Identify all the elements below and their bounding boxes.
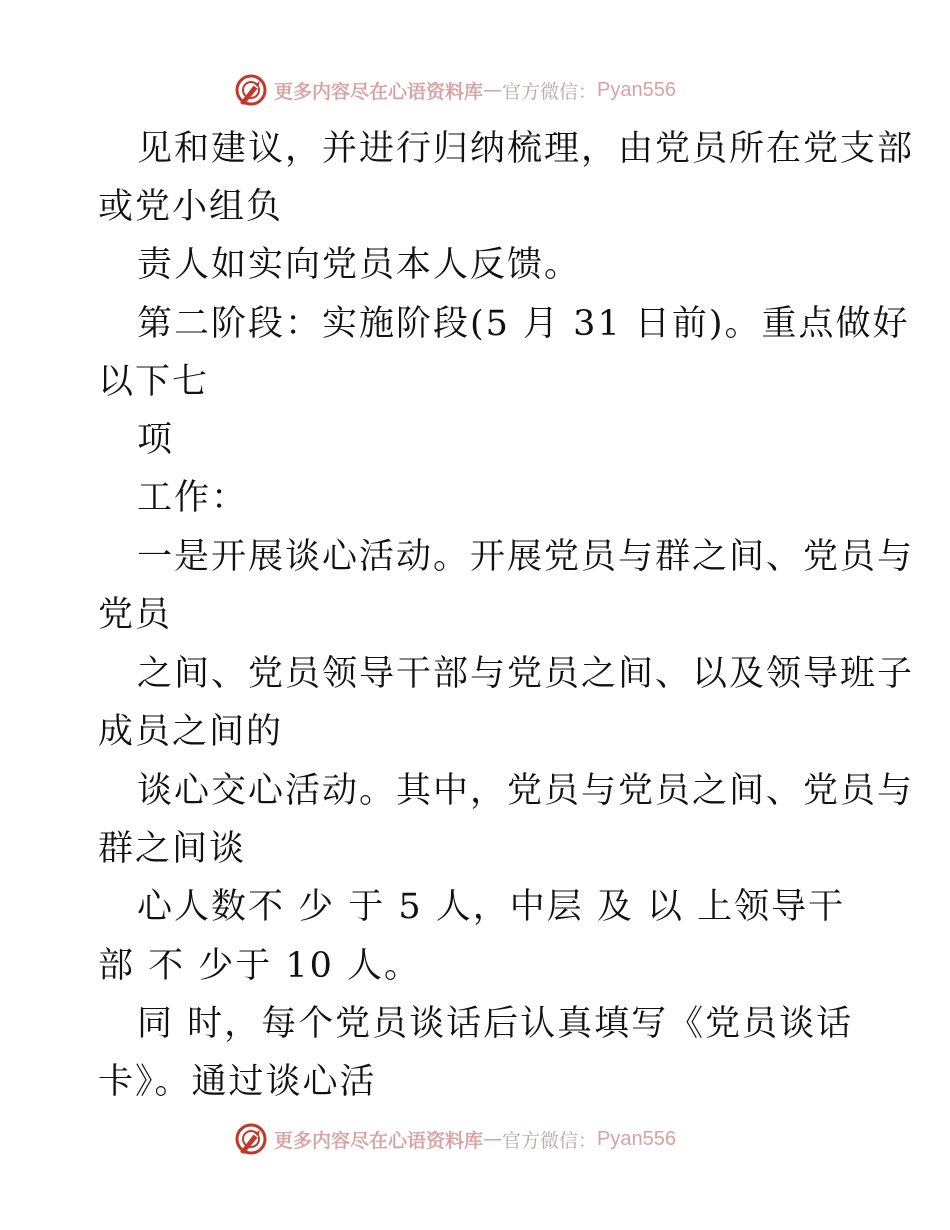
watermark-official-label: 官方微信： xyxy=(502,80,598,103)
text-line: 以下七 xyxy=(98,362,210,402)
text-line: 项 xyxy=(137,420,175,460)
text-line: 成员之间的 xyxy=(98,712,284,752)
watermark-wechat-id: Pyan556 xyxy=(597,78,676,101)
text-line: 心人数不 少 于 5 人，中层 及 以 上领导干 xyxy=(137,887,846,927)
text-line: 同 时，每个党员谈话后认真填写《党员谈话 xyxy=(137,1004,854,1044)
text-line: 或党小组负 xyxy=(98,187,284,227)
text-line: 谈心交心活动。其中，党员与党员之间、党员与 xyxy=(137,771,915,811)
watermark-dash: — xyxy=(483,1128,503,1150)
watermark-dash: — xyxy=(483,79,503,101)
text-line: 卡》。通过谈心活 xyxy=(98,1062,377,1102)
footer-watermark xyxy=(234,1121,676,1157)
text-line: 见和建议，并进行归纳梳理，由党员所在党支部 xyxy=(137,129,915,169)
text-line: 一是开展谈心活动。开展党员与群之间、党员与 xyxy=(137,537,915,577)
pen-logo-icon xyxy=(234,1122,268,1156)
text-line: 党员 xyxy=(98,595,173,635)
pen-logo-icon xyxy=(234,73,268,107)
text-line: 群之间谈 xyxy=(98,829,247,869)
watermark-wechat-id: Pyan556 xyxy=(597,1127,676,1150)
text-line: 部 不 少于 10 人。 xyxy=(98,946,422,986)
text-line: 工作： xyxy=(137,478,249,518)
text-line: 之间、党员领导干部与党员之间、以及领导班子 xyxy=(137,654,915,694)
watermark-text: 更多内容尽在心语资料库 xyxy=(274,80,484,103)
watermark-text: 更多内容尽在心语资料库 xyxy=(274,1129,484,1152)
watermark-official-label: 官方微信： xyxy=(502,1129,598,1152)
text-line: 责人如实向党员本人反馈。 xyxy=(137,245,582,285)
header-watermark xyxy=(234,72,676,108)
text-line: 第二阶段：实施阶段(5 月 31 日前)。重点做好 xyxy=(137,304,910,344)
